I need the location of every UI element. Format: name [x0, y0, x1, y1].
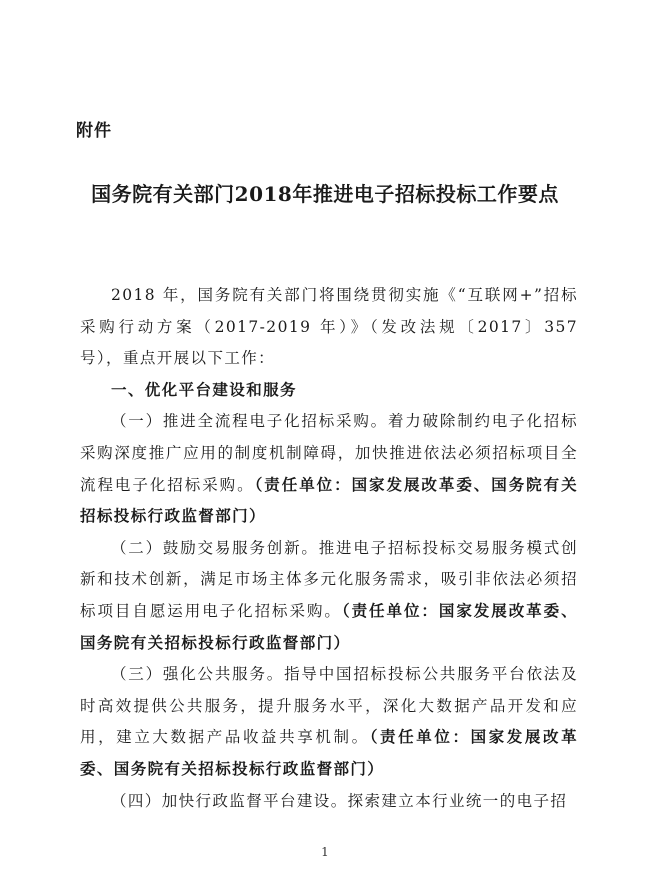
item-responsibility: （责任单位：国家发展改革委、国务院有关招标投标行政监督部门）	[80, 601, 578, 652]
page-number: 1	[321, 845, 329, 859]
item-lead: （二）鼓励交易服务创新。	[111, 538, 319, 557]
list-item	[80, 786, 578, 818]
item-lead: （一）推进全流程电子化招标采购。	[111, 412, 388, 431]
section-heading: 一、优化平台建设和服务	[111, 380, 297, 399]
item-text: 着力破除制约电子化招标采购深度推广应用的制度机制障碍，加快推进依法必须招标项目全流程电子化招标采购。	[80, 412, 578, 494]
item-lead: （四）加快行政监督平台建设。	[111, 791, 348, 810]
item-text: 探索建立本行业统一的电子招	[347, 791, 568, 810]
attachment-label: 附件	[76, 121, 112, 141]
page-title: 国务院有关部门2018年推进电子招标投标工作要点	[91, 182, 559, 206]
intro-paragraph: 2018 年，国务院有关部门将围绕贯彻实施《“互联网+”招标采购行动方案（2017-2019 年）》（发改法规〔2017〕357 号），重点开展以下工作：	[80, 286, 578, 368]
item-text: 指导中国招标投标公共服务平台依法及时高效提供公共服务，提升服务水平，深化大数据产品开发和应用，建立大数据产品收益共享机制。	[80, 665, 578, 747]
list-item	[80, 533, 578, 659]
item-responsibility: （责任单位：国家发展改革委、国务院有关招标投标行政监督部门）	[80, 475, 578, 526]
document-body	[80, 280, 578, 817]
list-item	[80, 406, 578, 532]
item-lead: （三）强化公共服务。	[111, 665, 285, 684]
item-text: 推进电子招标投标交易服务模式创新和技术创新，满足市场主体多元化服务需求，吸引非依法必须招标项目自愿运用电子化招标采购。	[80, 538, 578, 620]
item-responsibility: （责任单位：国家发展改革委、国务院有关招标投标行政监督部门）	[80, 728, 578, 778]
list-item	[80, 659, 578, 785]
